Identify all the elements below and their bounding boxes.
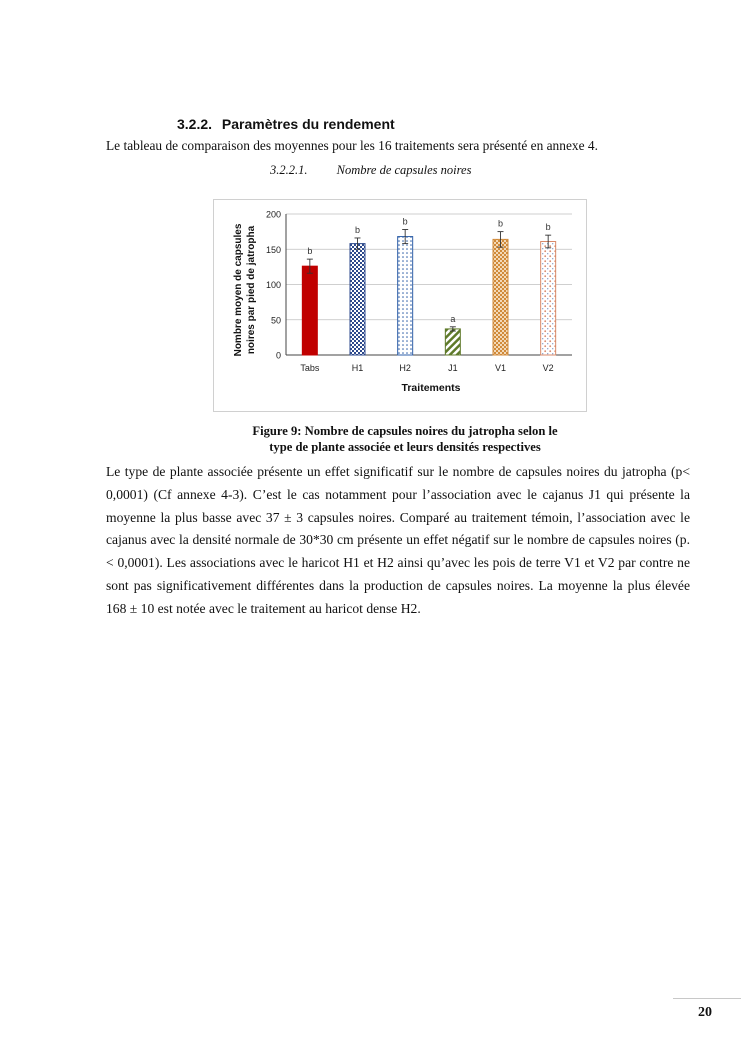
y-tick-label: 150 <box>265 244 281 255</box>
y-axis-label-line2: noires par pied de jatropha <box>246 225 257 355</box>
section-heading <box>177 116 395 132</box>
x-tick-label-h1: H1 <box>351 363 364 373</box>
subsection-heading <box>270 163 471 178</box>
figure-caption-line1: Figure 9: Nombre de capsules noires du jatropha selon le <box>252 424 558 438</box>
footer-divider <box>673 998 741 999</box>
y-tick-label: 50 <box>270 315 281 326</box>
significance-letter: b <box>354 224 361 235</box>
significance-letter: b <box>497 218 504 229</box>
y-tick-label: 100 <box>265 280 281 290</box>
bar-j1 <box>445 329 460 355</box>
bar-v2 <box>541 241 556 355</box>
paragraph-text: Le type de plante associée présente un effet significatif sur le nombre de capsules noires du jatropha (p< 0,0001) (Cf annexe 4-3). C’est le cas notamment pour l’association avec le cajanus J1 qui présente la moyenne la plus basse avec 37 ± 3 capsules noires. Comparé au traitement témoin, l’association avec le cajanus avec la densité normale de 30*30 cm présente un effet négatif sur le nombre de capsules noires (p. < 0,0001). Les associations avec le haricot H1 et H2 ainsi qu’avec les pois de terre V1 et V2 par contre ne sont pas significativement différentes dans la production de capsules noires. La moyenne la plus élevée 168 ± 10 est notée avec le traitement au haricot dense H2. <box>106 464 690 616</box>
bar-tabs <box>302 266 317 355</box>
significance-letter: a <box>450 313 456 324</box>
chart-frame <box>213 199 587 412</box>
y-axis-label-line1: Nombre moyen de capsules <box>233 223 244 357</box>
bar-v1 <box>493 239 508 355</box>
x-axis-label: Traitements <box>401 382 461 394</box>
section-intro: Le tableau de comparaison des moyennes pour les 16 traitements sera présenté en annexe 4. <box>106 138 598 153</box>
section-number: 3.2.2. <box>177 116 213 132</box>
significance-letter: b <box>307 246 313 257</box>
figure-caption-line2: type de plante associée et leurs densités respectives <box>269 440 541 454</box>
x-tick-label-tabs: Tabs <box>300 363 320 373</box>
figure-caption <box>230 423 580 455</box>
bar-h1 <box>350 244 365 355</box>
subsection-number: 3.2.2.1. <box>270 163 308 177</box>
significance-letter: b <box>402 216 408 227</box>
bar-chart <box>214 200 586 411</box>
y-tick-label: 200 <box>265 209 281 220</box>
results-paragraph <box>106 461 690 621</box>
bar-h2 <box>398 237 413 355</box>
y-tick-label: 0 <box>275 350 281 361</box>
x-tick-label-v2: V2 <box>542 363 554 373</box>
page-number: 20 <box>698 1005 712 1020</box>
significance-letter: b <box>545 222 551 233</box>
x-tick-label-v1: V1 <box>494 363 507 373</box>
subsection-title: Nombre de capsules noires <box>336 163 472 177</box>
x-tick-label-h2: H2 <box>399 363 411 373</box>
section-title: Paramètres du rendement <box>221 116 395 132</box>
x-tick-label-j1: J1 <box>448 363 458 373</box>
